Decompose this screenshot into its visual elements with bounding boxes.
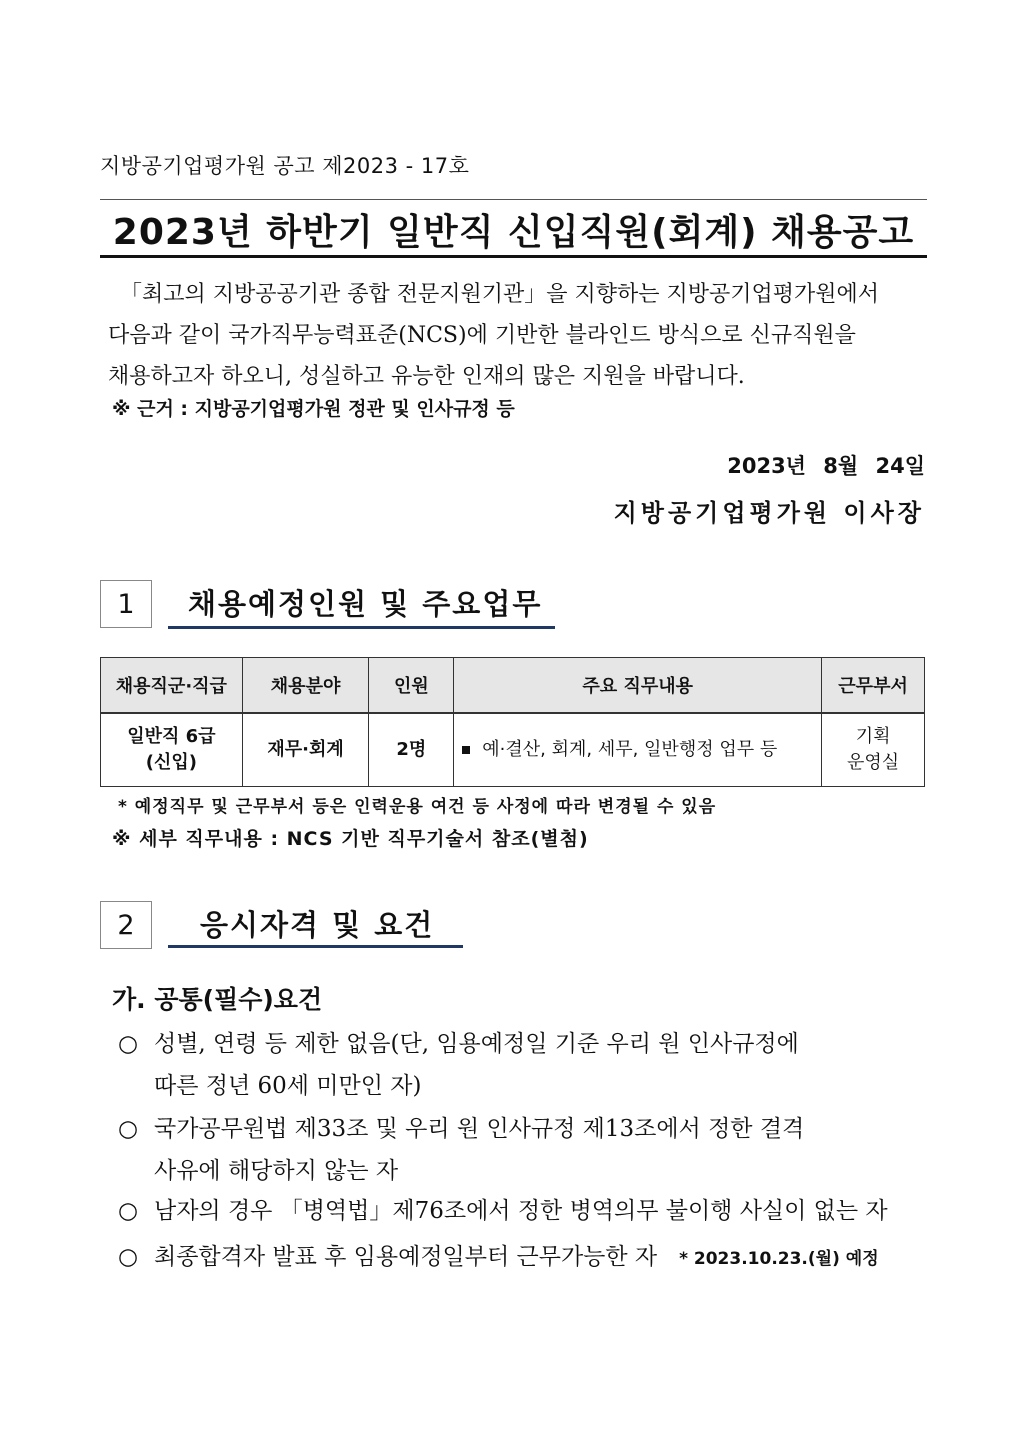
duty-cell [454,713,822,787]
requirement-line: 사유에 해당하지 않는 자 [154,1158,399,1184]
issuer-name: 지방공기업평가원 이사장 [613,499,925,527]
intro-line: 「최고의 지방공공기관 종합 전문지원기관」을 지향하는 지방공기업평가원에서 [120,282,880,307]
section-number: 2 [100,901,152,949]
section-underline [168,945,463,948]
document-title: 2023년 하반기 일반직 신입직원(회계) 채용공고 [112,212,915,253]
appointment-date-note: * 2023.10.23.(월) 예정 [679,1249,879,1269]
table-header-row [101,658,925,714]
requirement-text [118,1190,928,1232]
intro-paragraph [108,274,927,397]
requirement-text [118,1236,928,1280]
requirement-line [154,1236,928,1280]
requirement-item [118,1108,928,1192]
count-cell: 2명 [369,713,454,787]
detail-reference-note: ※ 세부 직무내용 : NCS 기반 직무기술서 참조(별첨) [112,828,589,850]
requirement-item [118,1190,928,1232]
grade-note: (신입) [145,752,197,773]
table-header: 채용분야 [242,658,369,714]
circle-bullet-icon: ○ [118,1116,139,1142]
dept-text: 운영실 [847,752,900,773]
intro-line: 채용하고자 하오니, 성실하고 유능한 인재의 많은 지원을 바랍니다. [108,364,745,389]
section-underline [168,626,555,629]
grade-text: 일반직 6급 [127,726,216,747]
grade-cell [101,713,243,787]
legal-basis: ※ 근거 : 지방공기업평가원 정관 및 인사규정 등 [112,398,515,420]
title-top-rule [100,199,927,200]
field-cell: 재무·회계 [242,713,369,787]
table-row [101,713,925,787]
requirement-line: 따른 정년 60세 미만인 자) [154,1073,422,1099]
recruitment-table [100,657,925,787]
requirement-line: 국가공무원법 제33조 및 우리 원 인사규정 제13조에서 정한 결격 [154,1116,805,1142]
requirement-item [118,1236,928,1280]
circle-bullet-icon: ○ [118,1031,139,1057]
table-header: 채용직군·직급 [101,658,243,714]
requirement-line: 남자의 경우 「병역법」제76조에서 정한 병역의무 불이행 사실이 없는 자 [154,1198,888,1224]
duty-text: 예·결산, 회계, 세무, 일반행정 업무 등 [482,739,778,760]
requirement-item [118,1023,928,1107]
requirement-text [118,1023,928,1107]
circle-bullet-icon: ○ [118,1244,139,1270]
notice-number: 지방공기업평가원 공고 제2023 - 17호 [100,154,470,178]
table-header: 주요 직무내용 [454,658,822,714]
table-header: 근무부서 [822,658,925,714]
dept-text: 기획 [855,726,891,747]
requirement-line-text: 최종합격자 발표 후 임용예정일부터 근무가능한 자 [154,1244,658,1270]
section-number: 1 [100,580,152,628]
table-footnote: * 예정직무 및 근무부서 등은 인력운용 여건 등 사정에 따라 변경될 수 있음 [118,797,717,817]
requirement-line: 성별, 연령 등 제한 없음(단, 임용예정일 기준 우리 원 인사규정에 [154,1031,799,1057]
notice-date: 2023년 8월 24일 [727,454,925,478]
section-title: 응시자격 및 요건 [200,908,435,942]
section-title: 채용예정인원 및 주요업무 [188,587,543,621]
intro-line: 다음과 같이 국가직무능력표준(NCS)에 기반한 블라인드 방식으로 신규직원을 [108,323,856,348]
requirement-text [118,1108,928,1192]
subsection-heading: 가. 공통(필수)요건 [112,985,323,1014]
table-header: 인원 [369,658,454,714]
dept-cell [822,713,925,787]
title-bottom-rule [100,255,927,258]
circle-bullet-icon: ○ [118,1198,139,1224]
square-bullet-icon [462,746,470,754]
